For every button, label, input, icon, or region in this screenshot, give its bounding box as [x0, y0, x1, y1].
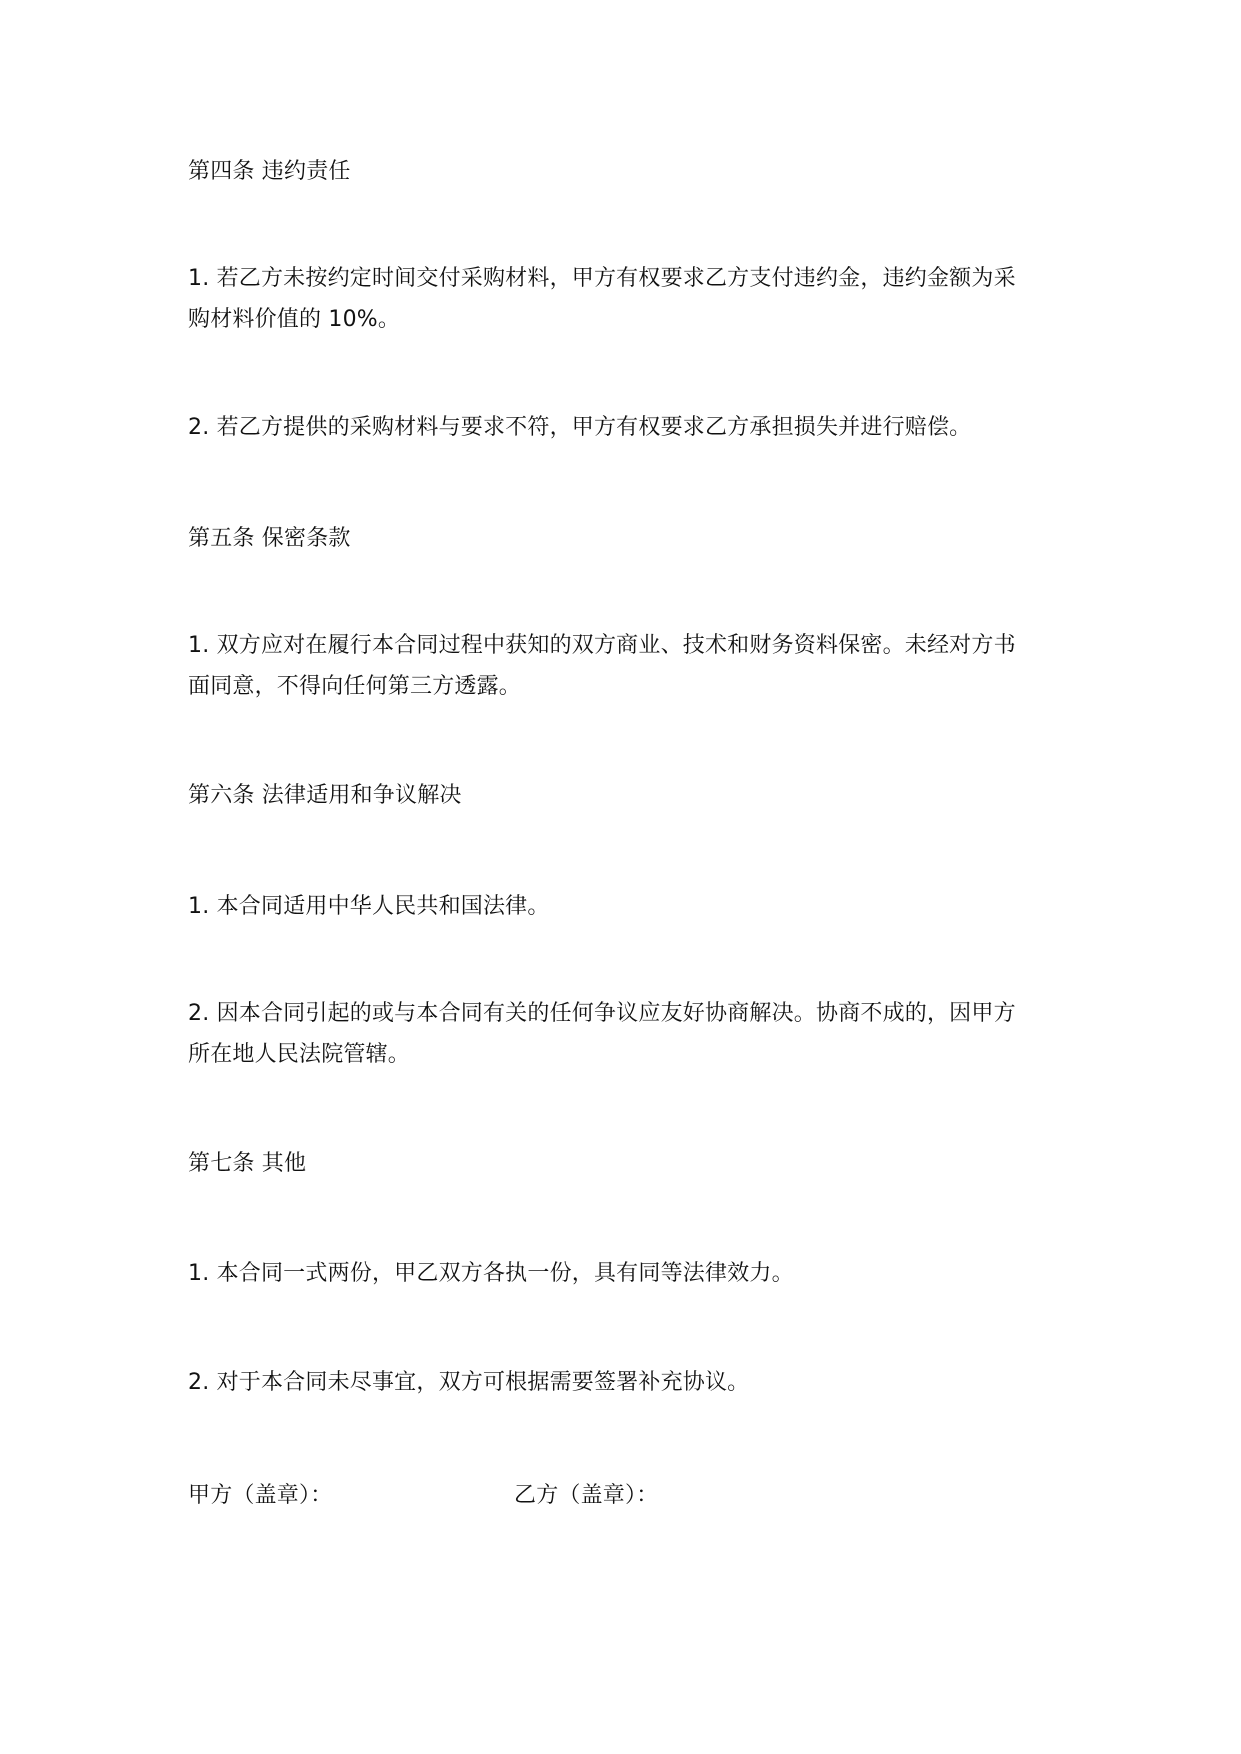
- article-4-item-1-line-1: 1. 若乙方未按约定时间交付采购材料，甲方有权要求乙方支付违约金，违约金额为采: [188, 266, 1016, 291]
- article-5-heading: 第五条 保密条款: [188, 526, 351, 551]
- article-6-item-2-line-1: 2. 因本合同引起的或与本合同有关的任何争议应友好协商解决。协商不成的，因甲方: [188, 1001, 1016, 1026]
- article-7-item-1-line-1: 1. 本合同一式两份，甲乙双方各执一份，具有同等法律效力。: [188, 1261, 794, 1286]
- article-6-heading: 第六条 法律适用和争议解决: [188, 783, 462, 808]
- party-a-seal-label: 甲方（盖章）：: [188, 1483, 333, 1508]
- article-6-item-2-line-2: 所在地人民法院管辖。: [188, 1042, 411, 1067]
- article-4-heading: 第四条 违约责任: [188, 159, 351, 184]
- article-6-item-1-line-1: 1. 本合同适用中华人民共和国法律。: [188, 894, 550, 919]
- article-5-item-1-line-2: 面同意，不得向任何第三方透露。: [188, 674, 522, 699]
- article-4-item-1-line-2: 购材料价值的 10%。: [188, 307, 401, 332]
- article-7-item-2-line-1: 2. 对于本合同未尽事宜，双方可根据需要签署补充协议。: [188, 1370, 750, 1395]
- article-7-heading: 第七条 其他: [188, 1151, 307, 1176]
- party-b-seal-label: 乙方（盖章）：: [514, 1483, 659, 1508]
- article-4-item-2-line-1: 2. 若乙方提供的采购材料与要求不符，甲方有权要求乙方承担损失并进行赔偿。: [188, 415, 972, 440]
- article-5-item-1-line-1: 1. 双方应对在履行本合同过程中获知的双方商业、技术和财务资料保密。未经对方书: [188, 633, 1016, 658]
